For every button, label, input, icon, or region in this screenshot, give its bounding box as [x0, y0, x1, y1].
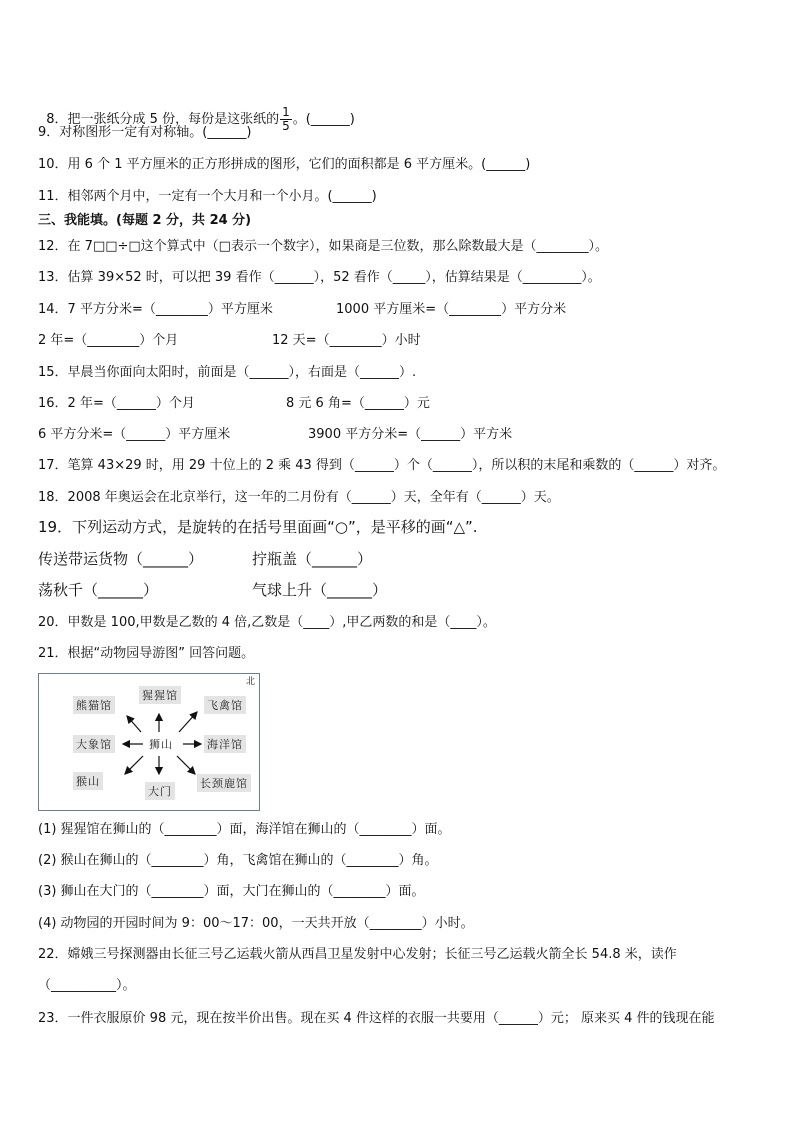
- question-12: 12．在 7□□÷□这个算式中（□表示一个数字），如果商是三位数，那么除数最大是（________）。: [38, 239, 608, 254]
- arrow-northeast: [179, 712, 197, 732]
- q8-answer: 。(______): [292, 112, 355, 127]
- question-14d: 12 天=（________）小时: [272, 333, 421, 348]
- question-19b: 拧瓶盖（______）: [252, 550, 373, 568]
- fraction-numerator: 1: [282, 105, 290, 119]
- question-23: 23．一件衣服原价 98 元，现在按半价出售。现在买 4 件这样的衣服一共要用（______）元； 原来买 4 件的钱现在能: [38, 1011, 715, 1026]
- question-11: 11．相邻两个月中，一定有一个大月和一个小月。(______): [38, 189, 377, 204]
- fraction: [280, 106, 292, 133]
- question-19c: 荡秋千（______）: [38, 581, 159, 599]
- q8-text: 8．把一张纸分成 5 份，每份是这张纸的: [46, 112, 280, 127]
- map-lion: 狮山: [149, 738, 173, 751]
- question-21: 21．根据“动物园导游图” 回答问题。: [38, 646, 255, 661]
- question-16b: 8 元 6 角=（______）元: [286, 396, 430, 411]
- question-14b: 1000 平方厘米=（________）平方分米: [336, 302, 567, 317]
- arrow-southeast: [177, 756, 195, 774]
- question-9: 9．对称图形一定有对称轴。(______): [38, 125, 252, 140]
- arrow-southwest: [125, 756, 143, 774]
- map-elephant: 大象馆: [73, 735, 115, 753]
- map-monkey: 猴山: [73, 772, 103, 790]
- question-16d: 3900 平方分米=（______）平方米: [308, 427, 513, 442]
- question-14a: 14．7 平方分米=（________）平方厘米: [38, 302, 273, 317]
- question-14c: 2 年=（________）个月: [38, 333, 179, 348]
- question-10: 10．用 6 个 1 平方厘米的正方形拼成的图形，它们的面积都是 6 平方厘米。(______): [38, 157, 531, 172]
- question-19: 19．下列运动方式，是旋转的在括号里面画“○”，是平移的画“△”.: [38, 518, 478, 536]
- arrow-northwest: [127, 716, 141, 732]
- question-19d: 气球上升（______）: [252, 581, 388, 599]
- map-giraffe: 长颈鹿馆: [197, 774, 251, 792]
- question-22: 22．嫦娥三号探测器由长征三号乙运载火箭从西昌卫星发射中心发射；长征三号乙运载火箭全长 54.8 米，读作: [38, 947, 677, 962]
- fraction-denominator: 5: [282, 119, 290, 133]
- question-22-blank: （__________）。: [38, 978, 136, 993]
- question-21-4: (4) 动物园的开园时间为 9：00～17：00，一天共开放（________）小时。: [38, 916, 474, 931]
- map-ocean: 海洋馆: [204, 735, 246, 753]
- question-21-3: (3) 狮山在大门的（________）面，大门在狮山的（________）面。: [38, 884, 425, 899]
- question-20: 20．甲数是 100,甲数是乙数的 4 倍,乙数是（____）,甲乙两数的和是（____）。: [38, 615, 496, 630]
- map-bird: 飞禽馆: [204, 696, 246, 714]
- map-panda: 熊猫馆: [73, 696, 115, 714]
- question-13: 13．估算 39×52 时，可以把 39 看作（______），52 看作（_____），估算结果是（_________）。: [38, 270, 601, 285]
- question-18: 18．2008 年奥运会在北京举行，这一年的二月份有（______）天，全年有（______）天。: [38, 490, 560, 505]
- north-indicator: 北: [245, 677, 255, 687]
- map-orangutan: 猩猩馆: [139, 686, 181, 704]
- question-17: 17．笔算 43×29 时，用 29 十位上的 2 乘 43 得到（______）个（______），所以积的末尾和乘数的（______）对齐。: [38, 458, 726, 473]
- section-3-heading: 三、我能填。(每题 2 分，共 24 分): [38, 213, 252, 228]
- question-21-1: (1) 猩猩馆在狮山的（________）面，海洋馆在狮山的（________）面。: [38, 822, 451, 837]
- question-16a: 16．2 年=（______）个月: [38, 396, 195, 411]
- question-15: 15．早晨当你面向太阳时，前面是（______），右面是（______）.: [38, 365, 417, 380]
- zoo-map: [38, 673, 260, 811]
- question-19a: 传送带运货物（______）: [38, 550, 204, 568]
- map-gate: 大门: [145, 782, 175, 800]
- question-16c: 6 平方分米=（______）平方厘米: [38, 427, 231, 442]
- question-21-2: (2) 猴山在狮山的（________）角，飞禽馆在狮山的（________）角。: [38, 853, 438, 868]
